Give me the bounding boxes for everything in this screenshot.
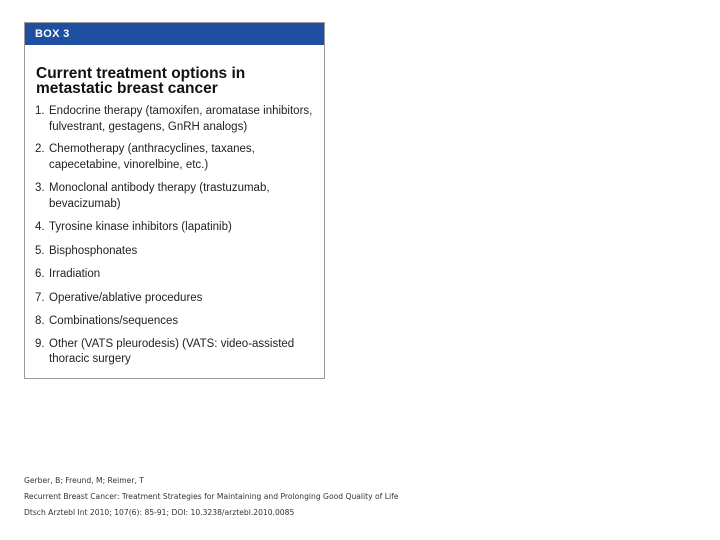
list-item-number: 8. [35, 315, 45, 327]
list-item-number: 2. [35, 143, 45, 155]
list-item [35, 291, 324, 307]
list-item-number: 3. [35, 182, 45, 194]
list-item-text: Bisphosphonates [49, 244, 138, 257]
citation-source: Dtsch Arztebl Int 2010; 107(6): 85-91; DOI: 10.3238/arztebl.2010.0085 [24, 508, 295, 517]
list-item-text: Operative/ablative procedures [49, 291, 203, 304]
box-title: Current treatment options in metastatic breast cancer [36, 65, 246, 97]
citation-title: Recurrent Breast Cancer: Treatment Strategies for Maintaining and Prolonging Good Quality of Life [24, 492, 399, 501]
list-item-number: 4. [35, 221, 45, 233]
list-item-text: Chemotherapy (anthracyclines, taxanes, capecetabine, vinorelbine, etc.) [49, 143, 255, 171]
citation-block [24, 473, 398, 521]
list-item-number: 7. [35, 291, 45, 304]
list-item-text: Endocrine therapy (tamoxifen, aromatase inhibitors, fulvestrant, gestagens, GnRH analogs) [49, 105, 313, 133]
list-item [35, 104, 324, 135]
list-item-number: 5. [35, 244, 45, 257]
list-item [35, 337, 324, 368]
list-item-text: Irradiation [49, 268, 101, 280]
box-3-panel [24, 22, 325, 379]
list-item [35, 267, 324, 283]
list-item-text: Tyrosine kinase inhibitors (lapatinib) [49, 221, 232, 233]
list-item [35, 244, 324, 260]
list-item-text: Monoclonal antibody therapy (trastuzumab, bevacizumab) [49, 182, 270, 210]
list-item-text: Other (VATS pleurodesis) (VATS: video-assisted thoracic surgery [49, 337, 295, 365]
box-label: BOX 3 [25, 23, 324, 45]
list-item [35, 142, 324, 173]
list-item-text: Combinations/sequences [49, 315, 179, 327]
list-item-number: 1. [35, 105, 45, 117]
list-item-number: 6. [35, 268, 45, 280]
list-item [35, 181, 324, 212]
list-item [35, 220, 324, 236]
treatment-options-list [25, 104, 324, 368]
citation-authors: Gerber, B; Freund, M; Reimer, T [24, 476, 144, 485]
list-item-number: 9. [35, 337, 45, 350]
list-item [35, 314, 324, 330]
